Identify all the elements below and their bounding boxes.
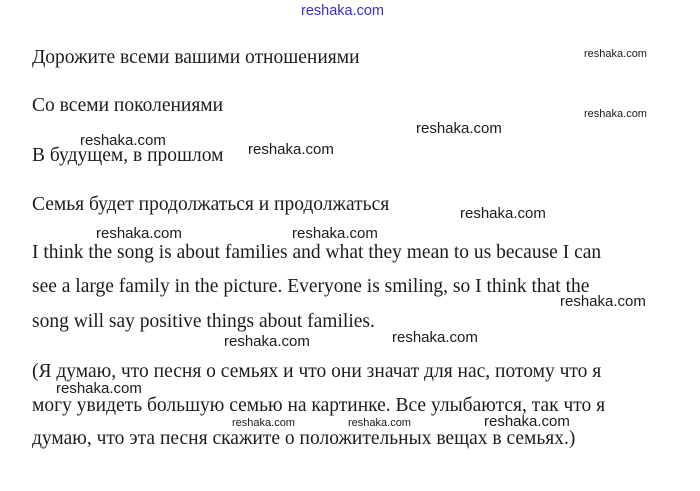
watermark: reshaka.com xyxy=(392,329,478,346)
lyrics-line-2: Со всеми поколениями xyxy=(32,95,224,116)
translation-line-3: думаю, что эта песня скажите о положительных вещах в семьях.) xyxy=(32,428,576,449)
watermark: reshaka.com xyxy=(560,293,646,310)
translation-line-1: (Я думаю, что песня о семьях и что они значат для нас, потому что я xyxy=(32,361,602,382)
watermark: reshaka.com xyxy=(292,225,378,242)
watermark: reshaka.com xyxy=(80,132,166,149)
translation-line-2: могу увидеть большую семью на картинке. Все улыбаются, так что я xyxy=(32,395,606,416)
watermark: reshaka.com xyxy=(484,413,570,430)
english-paragraph-line-2: see a large family in the picture. Everyone is smiling, so I think that the xyxy=(32,276,590,297)
watermark: reshaka.com xyxy=(584,108,647,120)
watermark: reshaka.com xyxy=(348,417,411,429)
header-watermark: reshaka.com xyxy=(301,3,385,19)
lyrics-line-4: Семья будет продолжаться и продолжаться xyxy=(32,194,390,215)
watermark: reshaka.com xyxy=(232,417,295,429)
watermark: reshaka.com xyxy=(96,225,182,242)
watermark: reshaka.com xyxy=(224,333,310,350)
watermark: reshaka.com xyxy=(56,380,142,397)
watermark: reshaka.com xyxy=(584,48,647,60)
lyrics-line-1: Дорожите всеми вашими отношениями xyxy=(32,47,360,68)
watermark: reshaka.com xyxy=(460,205,546,222)
english-paragraph-line-3: song will say positive things about families. xyxy=(32,311,375,332)
lyrics-line-3: В будущем, в прошлом xyxy=(32,145,224,166)
watermark: reshaka.com xyxy=(416,120,502,137)
watermark: reshaka.com xyxy=(248,141,334,158)
english-paragraph-line-1: I think the song is about families and what they mean to us because I can xyxy=(32,242,602,263)
